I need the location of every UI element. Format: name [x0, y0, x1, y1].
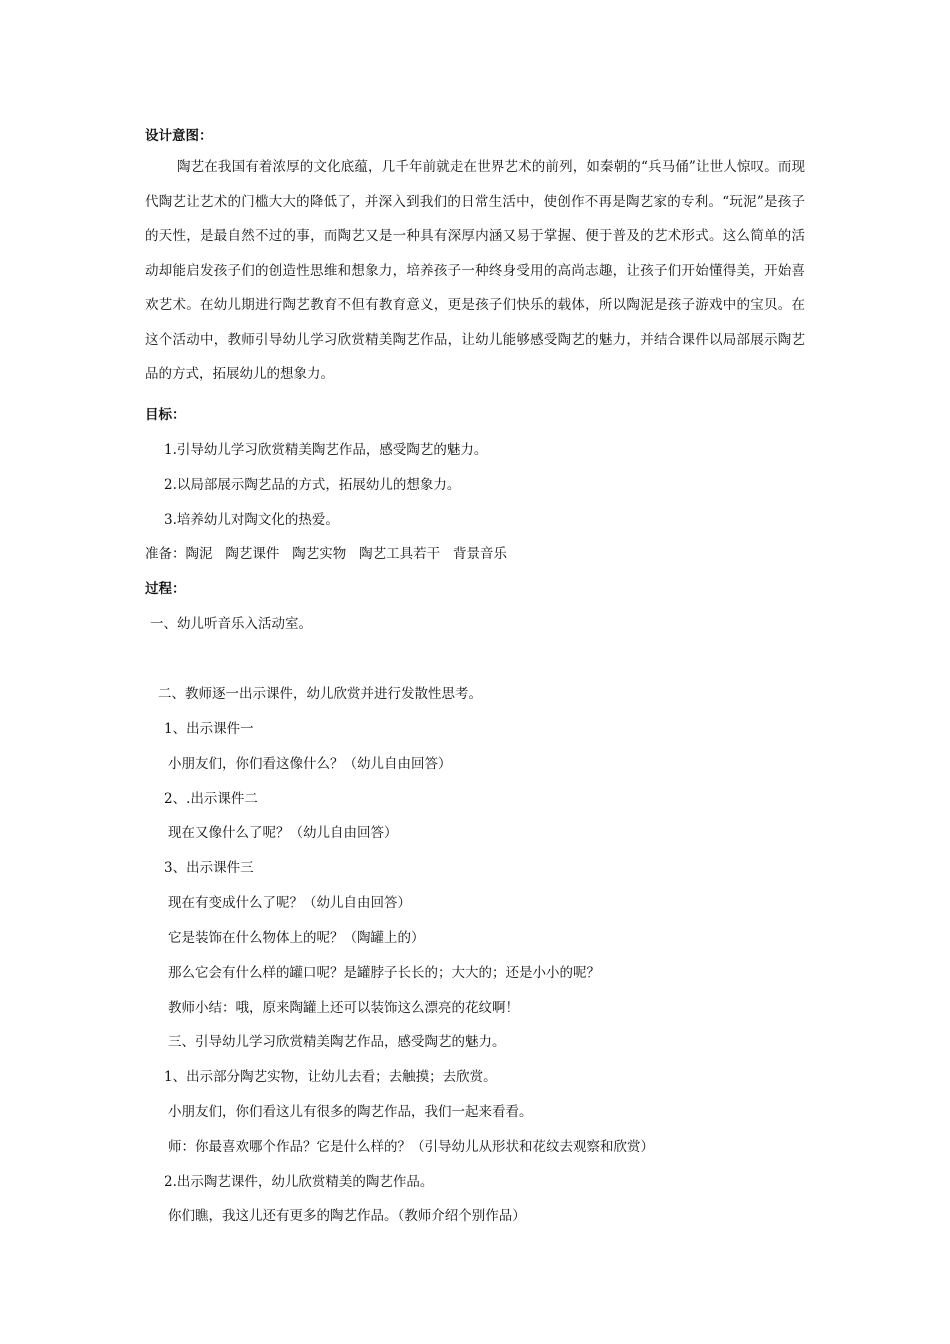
- preparation-line: 准备：陶泥 陶艺课件 陶艺实物 陶艺工具若干 背景音乐: [145, 546, 507, 562]
- process-line: 它是装饰在什么物体上的呢？（陶罐上的）: [168, 930, 425, 946]
- process-line: 小朋友们，你们看这儿有很多的陶艺作品，我们一起来看看。: [168, 1104, 533, 1120]
- process-line: 小朋友们，你们看这像什么？（幼儿自由回答）: [168, 756, 452, 772]
- goals-heading: 目标：: [145, 407, 186, 423]
- process-line: 现在有变成什么了呢？（幼儿自由回答）: [168, 895, 411, 911]
- goal-item: 2.以局部展示陶艺品的方式，拓展幼儿的想象力。: [164, 477, 461, 493]
- process-line: 现在又像什么了呢？（幼儿自由回答）: [168, 825, 398, 841]
- process-line: 三、引导幼儿学习欣赏精美陶艺作品，感受陶艺的魅力。: [168, 1034, 506, 1050]
- process-line: 1、出示课件一: [164, 721, 254, 737]
- process-line: 师：你最喜欢哪个作品？它是什么样的？（引导幼儿从形状和花纹去观察和欣赏）: [168, 1139, 654, 1155]
- process-line: 二、教师逐一出示课件，幼儿欣赏并进行发散性思考。: [158, 686, 482, 702]
- goal-item: 1.引导幼儿学习欣赏精美陶艺作品，感受陶艺的魅力。: [164, 442, 488, 458]
- process-line: 那么它会有什么样的罐口呢？是罐脖子长长的；大大的；还是小小的呢？: [168, 965, 600, 981]
- design-intent-paragraph: 陶艺在我国有着浓厚的文化底蕴，几千年前就走在世界艺术的前列，如秦朝的“兵马俑”让世人惊叹。而现代陶艺让艺术的门槛大大的降低了，并深入到我们的日常生活中，使创作不再是陶艺家的专利。“玩泥”是孩子的天性，是最自然不过的事，而陶艺又是一种具有深厚内涵又易于掌握、便于普及的艺术形式。这么简单的活动却能启发孩子们的创造性思维和想象力，培养孩子一种终身受用的高尚志趣，让孩子们开始懂得美，开始喜欢艺术。在幼儿期进行陶艺教育不但有教育意义，更是孩子们快乐的载体，所以陶泥是孩子游戏中的宝贝。在这个活动中，教师引导幼儿学习欣赏精美陶艺作品，让幼儿能够感受陶艺的魅力，并结合课件以局部展示陶艺品的方式，拓展幼儿的想象力。: [145, 159, 805, 382]
- process-line: 一、幼儿听音乐入活动室。: [150, 616, 312, 632]
- process-line: 1、出示部分陶艺实物，让幼儿去看；去触摸；去欣赏。: [164, 1069, 497, 1085]
- process-line: 你们瞧，我这儿还有更多的陶艺作品。（教师介绍个别作品）: [168, 1208, 526, 1224]
- process-heading: 过程：: [145, 581, 186, 597]
- process-line: 2、.出示课件二: [164, 791, 258, 807]
- design-intent-heading: 设计意图：: [145, 128, 213, 144]
- process-line: 教师小结：哦，原来陶罐上还可以装饰这么漂亮的花纹啊！: [168, 1000, 519, 1016]
- process-line: 3、出示课件三: [164, 860, 254, 876]
- process-line: 2.出示陶艺课件，幼儿欣赏精美的陶艺作品。: [164, 1174, 434, 1190]
- goal-item: 3.培养幼儿对陶文化的热爱。: [164, 512, 339, 528]
